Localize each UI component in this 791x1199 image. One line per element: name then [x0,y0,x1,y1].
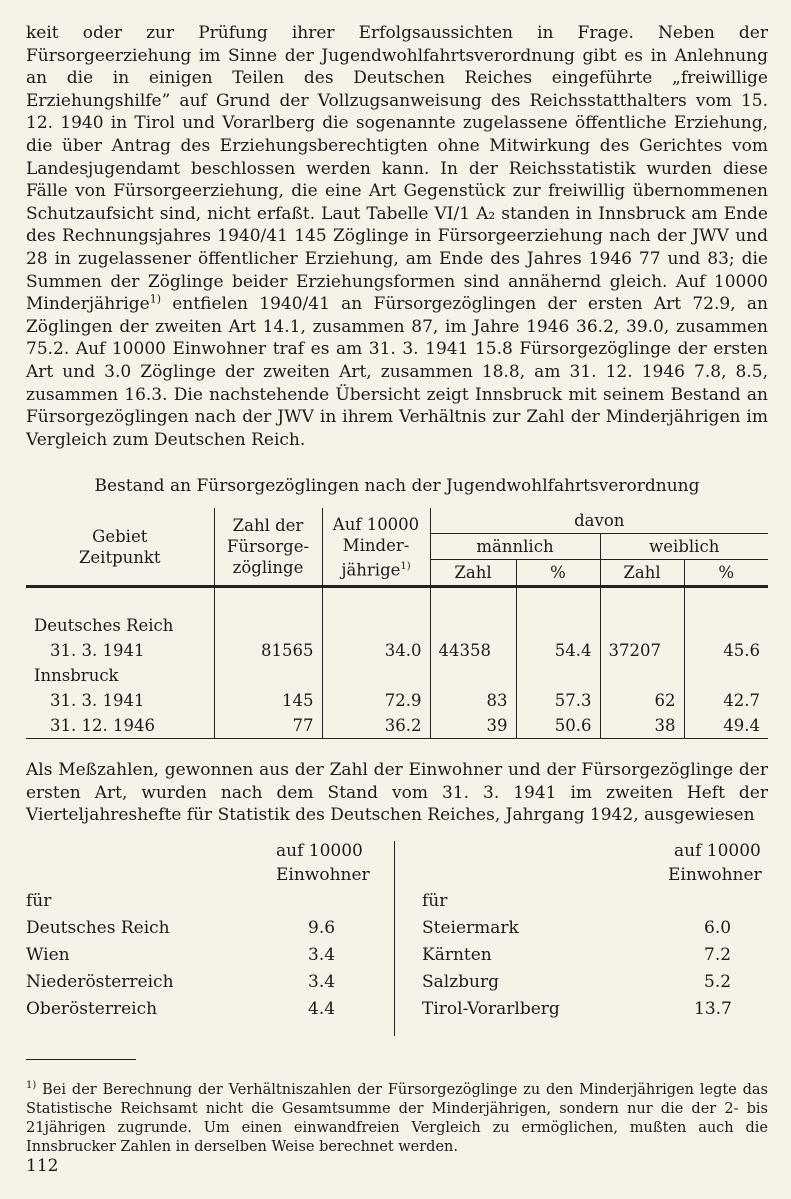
intro-text-continued: entfielen 1940/41 an Fürsorgezöglingen der ersten Art 72.9, an Zöglingen der zweiten Art 14.1, zusammen 87, im Jahre 1946 36.2, 39.0, zusammen 75.2. Auf 10000 Einwohner traf es am 31. 3. 1941 15.8 Fürsorgezöglinge der ersten Art und 3.0 Zöglinge der zweiten Art, zusammen 18.8, am 31. 12. 1946 7.8, 8.5, zusammen 16.3. Die nachstehende Übersicht zeigt Innsbruck mit seinem Bestand an Fürsorgezöglingen nach der JWV in ihrem Verhältnis zur Zahl der Minderjährigen im Vergleich zum Deutschen Reich. [26,294,768,450]
right-name-1: Kärnten [422,945,492,966]
header-davon: davon [430,508,768,534]
left-value-3: 4.4 [308,999,336,1020]
left-name-0: Deutsches Reich [26,918,170,939]
right-name-2: Salzburg [422,972,500,993]
left-head-2: Einwohner [276,865,370,886]
left-fuer: für [26,891,52,912]
comparison-table [26,841,768,1041]
header-m-zahl: Zahl [430,560,516,587]
table-row: 31. 3. 1941 145 72.9 83 57.3 62 42.7 [26,688,768,713]
intro-paragraph [26,22,768,451]
page-number: 112 [26,1156,59,1176]
right-value-3: 13.7 [694,999,732,1020]
group-label: Innsbruck [34,666,119,686]
left-value-1: 3.4 [308,945,336,966]
footnote-ref: 1) [149,292,162,306]
left-value-0: 9.6 [308,918,336,939]
left-name-3: Oberösterreich [26,999,158,1020]
page [26,22,768,1157]
statistics-table [26,508,768,739]
left-value-2: 3.4 [308,972,336,993]
left-name-1: Wien [26,945,70,966]
header-w-pct: % [684,560,768,587]
footnote-marker: 1) [26,1080,37,1092]
table-title: Bestand an Fürsorgezöglingen nach der Jugendwohlfahrtsverordnung [94,476,700,497]
header-zahl: Zahl der Fürsorge- zöglinge [214,508,322,587]
second-paragraph: Als Meßzahlen, gewonnen aus der Zahl der Einwohner und der Fürsorgezöglinge der ersten Art, wurden nach dem Stand vom 31. 3. 1941 im zweiten Heft der Vierteljahreshefte für Statistik des Deutschen Reiches, Jahrgang 1942, ausgewiesen [26,760,768,826]
right-value-1: 7.2 [704,945,732,966]
right-value-2: 5.2 [704,972,732,993]
group-label: Deutsches Reich [34,616,174,636]
table-group-row [26,613,768,638]
header-gebiet: Gebiet Zeitpunkt [78,526,161,567]
header-maennlich: männlich [430,534,600,560]
right-fuer: für [422,891,448,912]
right-name-3: Tirol-Vorarlberg [422,999,560,1020]
left-name-2: Niederösterreich [26,972,174,993]
left-head-1: auf 10000 [276,841,363,862]
footnote-rule [26,1059,136,1060]
right-head-2: Einwohner [668,865,762,886]
footnote-text: Bei der Berechnung der Verhältniszahlen der Fürsorgezöglinge zu den Minderjährigen legte das Statistische Reichsamt nicht die Gesamtsumme der Minderjährigen, sondern nur die der 2- bis 21jährigen zugrunde. Um einen einwandfreien Vergleich zu ermöglichen, mußten auch die Innsbrucker Zahlen in derselben Weise berechnet werden. [26,1081,769,1155]
intro-text: keit oder zur Prüfung ihrer Erfolgsaussichten in Frage. Neben der Fürsorgeerziehung im Sinne der Jugendwohlfahrtsverordnung gibt es in Anlehnung an die in einigen Teilen des Deutschen Reiches eingeführte „freiwillige Erziehungshilfe” auf Grund der Vollzugsanweisung des Reichsstatthalters vom 15. 12. 1940 in Tirol und Vorarlberg die sogenannte zugelassene öffentliche Erziehung, die über Antrag des Erziehungsberechtigten ohne Mitwirkung des Gerichtes vom Landesjugendamt beschlossen werden kann. In der Reichsstatistik wurden diese Fälle von Fürsorgeerziehung, die eine Art Gegenstück zur freiwillig übernommenen Schutzaufsicht sind, nicht erfaßt. Laut Tabelle VI/1 A₂ standen in Innsbruck am Ende des Rechnungsjahres 1940/41 145 Zöglinge in Fürsorgeerziehung nach der JWV und 28 in zugelassener öffentlicher Erziehung, am Ende des Jahres 1946 77 und 83; die Summen der Zöglinge beider Erziehungsformen sind annähernd gleich. Auf 10000 Minderjährige [26,23,768,315]
right-name-0: Steiermark [422,918,519,939]
header-m-pct: % [516,560,600,587]
divider [394,841,395,1036]
footnote [26,1076,768,1157]
table-row: 31. 3. 1941 81565 34.0 44358 54.4 37207 45.6 [26,638,768,663]
table-group-row [26,663,768,688]
right-head-1: auf 10000 [674,841,761,862]
header-weiblich: weiblich [600,534,768,560]
header-auf: Auf 10000 Minder- jährige$^{1)}$ [322,508,430,587]
header-w-zahl: Zahl [600,560,684,587]
right-value-0: 6.0 [704,918,732,939]
table-row: 31. 12. 1946 77 36.2 39 50.6 38 49.4 [26,713,768,739]
